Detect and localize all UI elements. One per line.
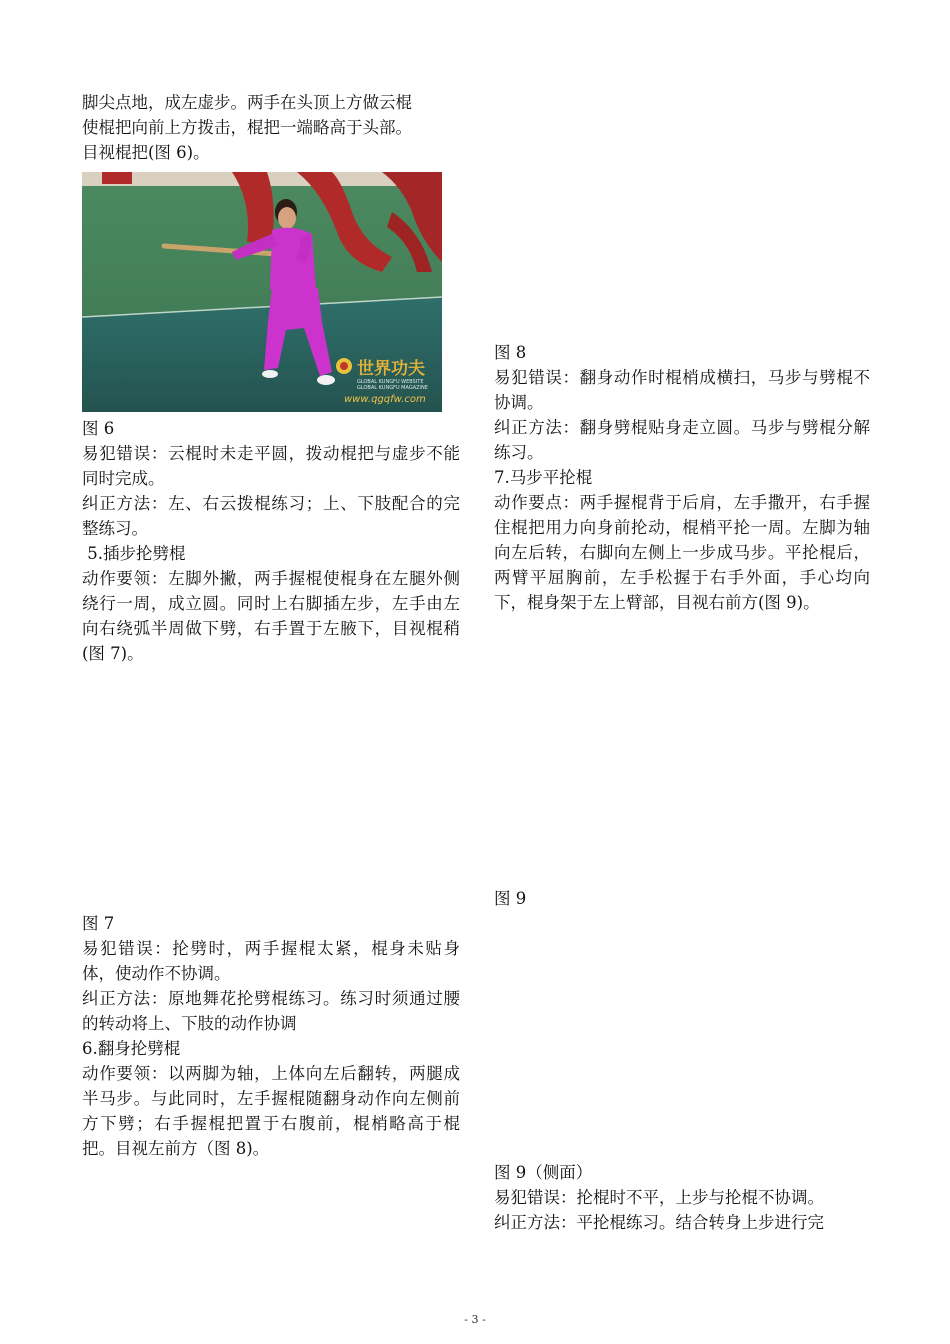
intro-line-3: 目视棍把(图 6)。	[82, 143, 210, 162]
watermark-logo-text: 世界功夫	[357, 359, 425, 379]
figure-6-fix: 纠正方法：左、右云拨棍练习；上、下肢配合的完整练习。	[82, 494, 460, 538]
section-7-body: 动作要点：两手握棍背于后肩，左手撒开，右手握住棍把用力向身前抡动，棍梢平抡一周。左脚为轴向左后转，右脚向左侧上一步成马步。平抡棍后，两臂平屈胸前，左手松握于右手外面，手心均向下，棍身架于左上臂部，目视右前方(图 9)。	[494, 493, 870, 612]
figure-8-caption: 图 8	[494, 343, 527, 362]
watermark-small-1: GLOBAL KUNGFU WEBSITE	[357, 379, 424, 385]
section-5-title: 5.插步抡劈棍	[82, 544, 186, 563]
intro-line-2: 使棍把向前上方拨击，棍把一端略高于头部。	[82, 118, 412, 137]
figure-9-side-caption: 图 9（侧面）	[494, 1163, 593, 1182]
figure-7-fix: 纠正方法：原地舞花抡劈棍练习。练习时须通过腰的转动将上、下肢的动作协调	[82, 989, 460, 1033]
figure-9-block	[494, 886, 870, 911]
page-number: - 3 -	[464, 1313, 486, 1326]
intro-line-1: 脚尖点地，成左虚步。两手在头顶上方做云棍	[82, 93, 412, 112]
figure-6-image	[82, 172, 442, 412]
figure-6-caption: 图 6	[82, 419, 115, 438]
section-5-body: 动作要领：左脚外撇，两手握棍使棍身在左腿外侧绕行一周，成立圆。同时上右脚插左步，左手由左向右绕弧半周做下劈，右手置于左腋下，目视棍稍(图 7)。	[82, 569, 460, 663]
section-6-body: 动作要领：以两脚为轴，上体向左后翻转，两腿成半马步。与此同时，左手握棍随翻身动作向左侧前方下劈；右手握棍把置于右腹前，棍梢略高于棍把。目视左前方（图 8)。	[82, 1064, 460, 1158]
watermark-url: www.qgqfw.com	[344, 394, 426, 405]
watermark-small-2: GLOBAL KUNGFU MAGAZINE	[357, 385, 428, 391]
left-column	[82, 90, 460, 666]
figure-8-fix: 纠正方法：翻身劈棍贴身走立圆。马步与劈棍分解练习。	[494, 418, 870, 462]
figure-9-error: 易犯错误：抡棍时不平，上步与抡棍不协调。	[494, 1188, 824, 1207]
figure-7-caption: 图 7	[82, 914, 115, 933]
figure-6-photo	[82, 172, 442, 412]
figure-7-error: 易犯错误：抡劈时，两手握棍太紧，棍身未贴身体，使动作不协调。	[82, 939, 460, 983]
figure-8-error: 易犯错误：翻身动作时棍梢成横扫，马步与劈棍不协调。	[494, 368, 870, 412]
left-column-lower	[82, 911, 460, 1161]
figure-9-caption: 图 9	[494, 889, 527, 908]
right-column	[494, 340, 870, 615]
figure-9-side-block	[494, 1160, 870, 1235]
section-7-title: 7.马步平抡棍	[494, 468, 593, 487]
figure-6-error: 易犯错误：云棍时未走平圆，拨动棍把与虚步不能同时完成。	[82, 444, 460, 488]
figure-9-fix: 纠正方法：平抡棍练习。结合转身上步进行完	[494, 1213, 824, 1232]
section-6-title: 6.翻身抡劈棍	[82, 1039, 181, 1058]
